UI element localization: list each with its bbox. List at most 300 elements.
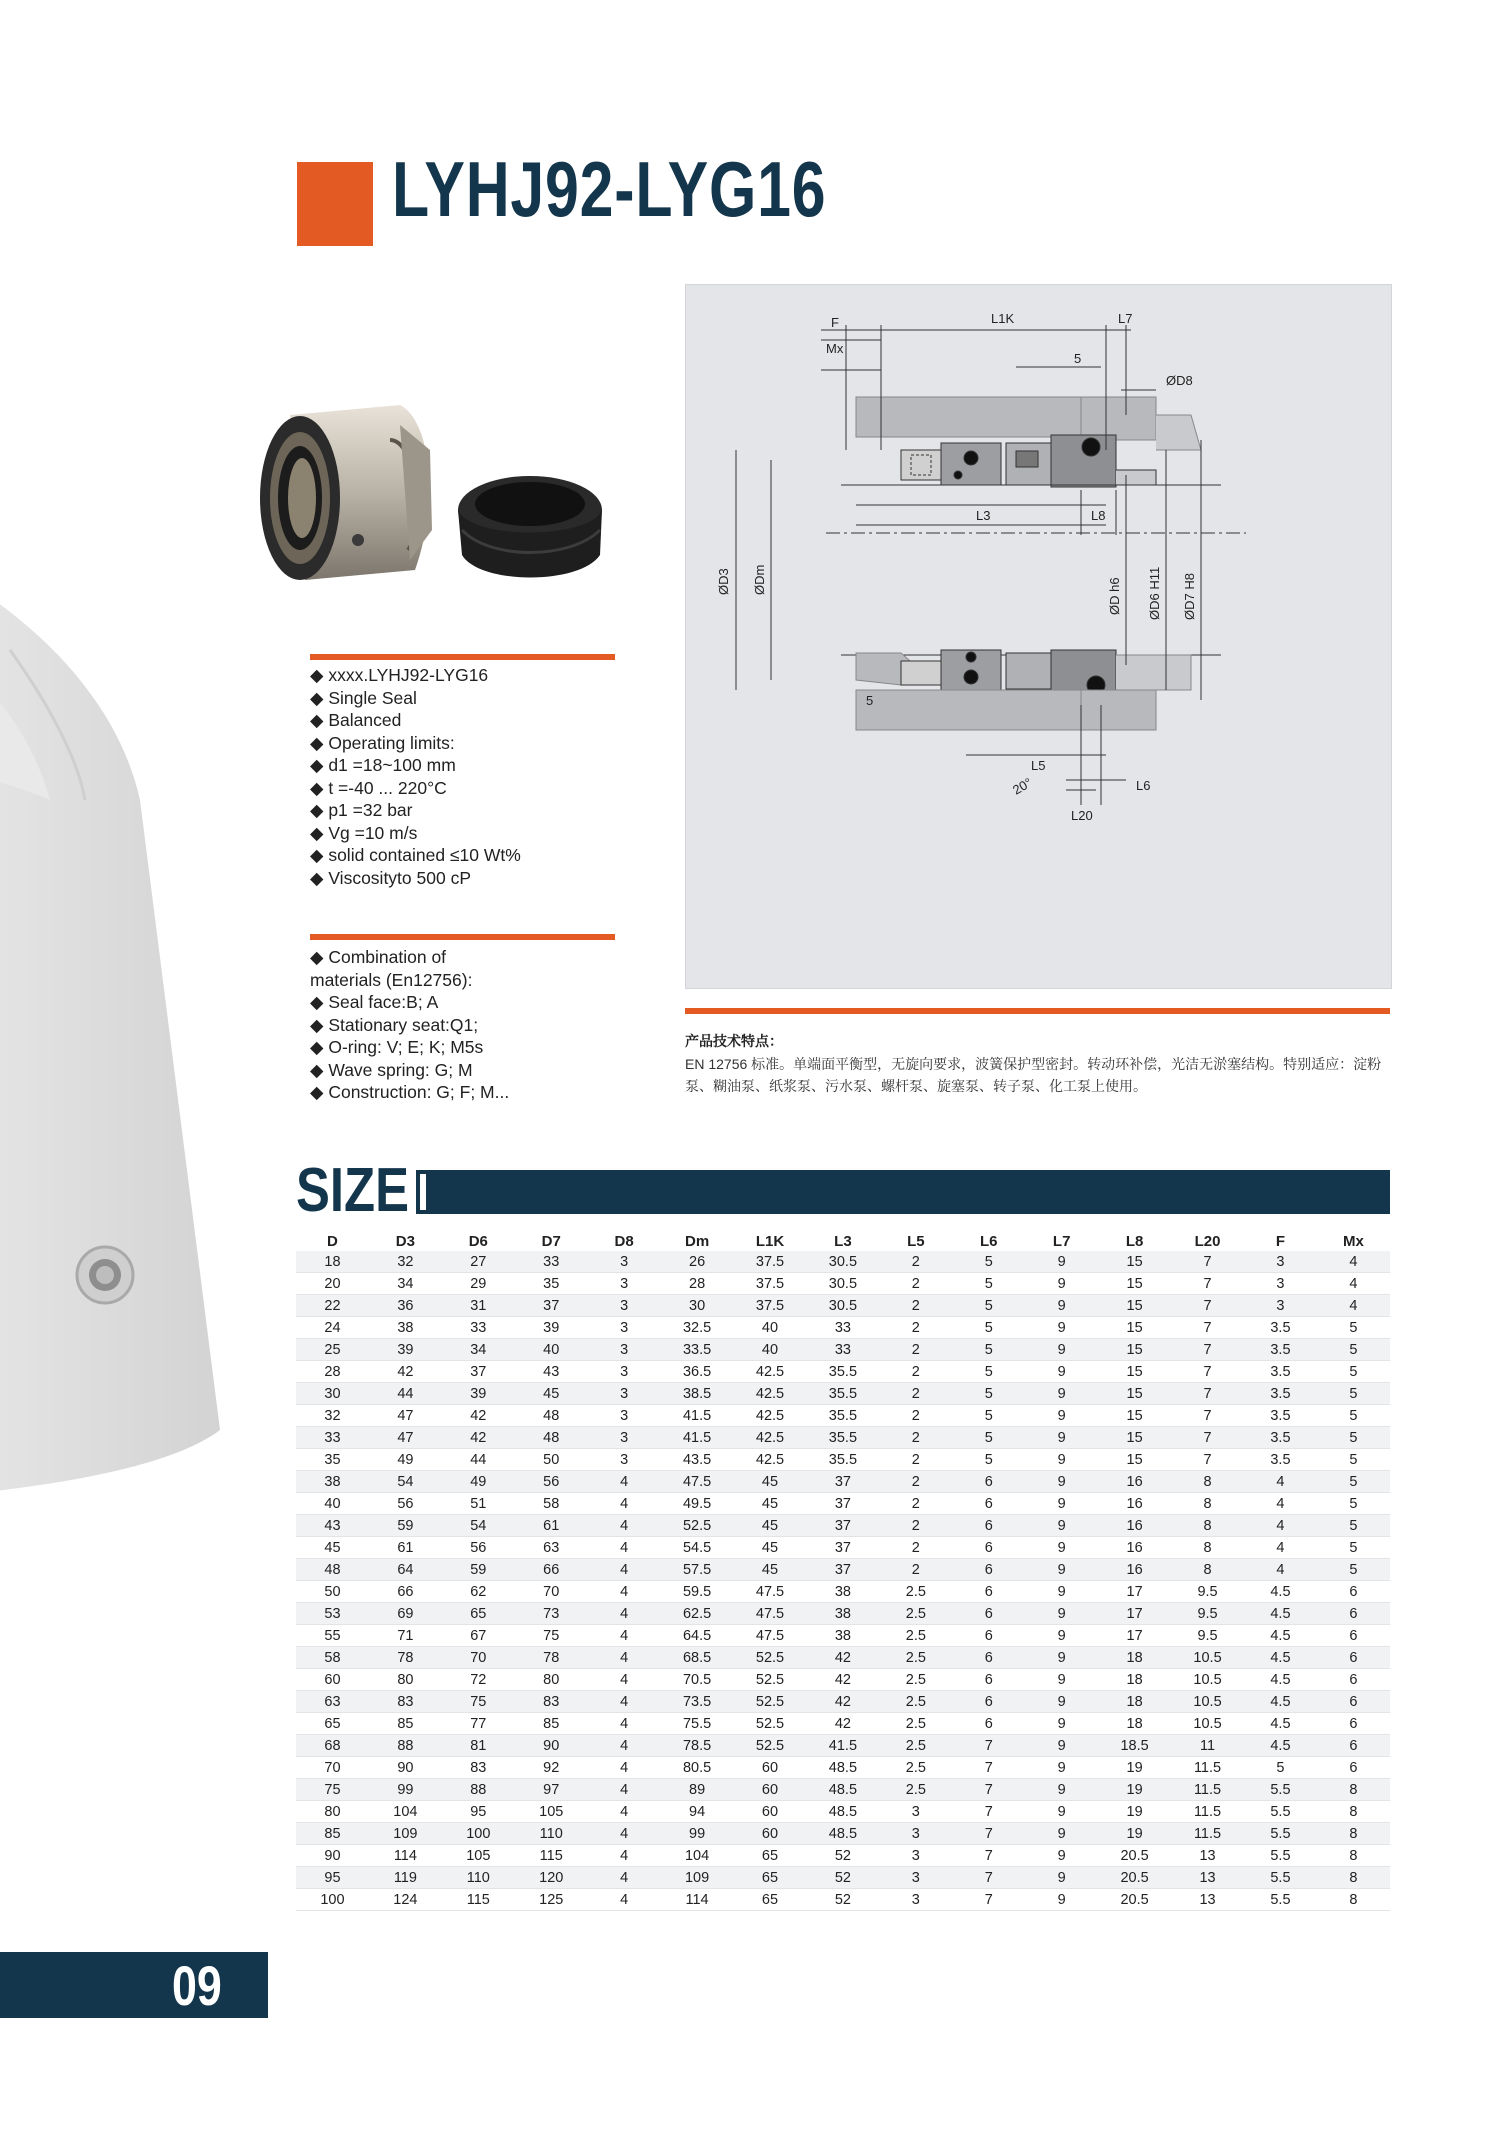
table-cell: 3: [588, 1295, 661, 1317]
table-cell: 8: [1317, 1845, 1390, 1867]
table-cell: 37: [442, 1361, 515, 1383]
table-row: [296, 1669, 1390, 1691]
table-cell: 50: [515, 1449, 588, 1471]
table-cell: 114: [661, 1889, 734, 1911]
table-cell: 16: [1098, 1559, 1171, 1581]
table-cell: 9: [1025, 1317, 1098, 1339]
table-cell: 90: [515, 1735, 588, 1757]
table-row: [296, 1779, 1390, 1801]
table-cell: 104: [369, 1801, 442, 1823]
table-cell: 42.5: [734, 1405, 807, 1427]
table-cell: 42: [369, 1361, 442, 1383]
table-cell: 9: [1025, 1691, 1098, 1713]
drawing-divider: [685, 1008, 1390, 1014]
table-cell: 5.5: [1244, 1845, 1317, 1867]
table-cell: 37.5: [734, 1251, 807, 1273]
table-cell: 35.5: [806, 1405, 879, 1427]
table-cell: 75: [296, 1779, 369, 1801]
table-cell: 25: [296, 1339, 369, 1361]
table-cell: 6: [952, 1669, 1025, 1691]
table-cell: 47.5: [734, 1603, 807, 1625]
table-cell: 4: [588, 1581, 661, 1603]
table-cell: 4: [588, 1515, 661, 1537]
table-row: [296, 1559, 1390, 1581]
table-cell: 20.5: [1098, 1845, 1171, 1867]
table-cell: 9: [1025, 1867, 1098, 1889]
table-cell: 7: [952, 1779, 1025, 1801]
table-cell: 11: [1171, 1735, 1244, 1757]
table-cell: 35.5: [806, 1361, 879, 1383]
table-cell: 110: [442, 1867, 515, 1889]
column-header: D: [296, 1232, 369, 1251]
table-cell: 60: [734, 1823, 807, 1845]
table-cell: 4: [588, 1493, 661, 1515]
table-cell: 83: [442, 1757, 515, 1779]
table-cell: 40: [734, 1317, 807, 1339]
table-cell: 33: [515, 1251, 588, 1273]
table-cell: 30.5: [806, 1295, 879, 1317]
drawing-label-L7: L7: [1118, 311, 1133, 326]
table-cell: 4: [588, 1823, 661, 1845]
table-cell: 38: [806, 1581, 879, 1603]
title-accent-block: [297, 162, 373, 246]
table-cell: 58: [296, 1647, 369, 1669]
table-cell: 17: [1098, 1581, 1171, 1603]
table-cell: 9: [1025, 1449, 1098, 1471]
table-cell: 66: [369, 1581, 442, 1603]
table-row: [296, 1427, 1390, 1449]
table-cell: 114: [369, 1845, 442, 1867]
table-cell: 60: [734, 1757, 807, 1779]
table-cell: 3: [1244, 1251, 1317, 1273]
table-cell: 88: [442, 1779, 515, 1801]
table-cell: 15: [1098, 1449, 1171, 1471]
table-cell: 6: [952, 1515, 1025, 1537]
table-cell: 4: [588, 1669, 661, 1691]
column-header: L6: [952, 1232, 1025, 1251]
table-cell: 11.5: [1171, 1779, 1244, 1801]
table-row: [296, 1317, 1390, 1339]
table-cell: 2: [879, 1537, 952, 1559]
table-cell: 6: [1317, 1625, 1390, 1647]
table-cell: 3: [879, 1867, 952, 1889]
table-cell: 9: [1025, 1713, 1098, 1735]
table-cell: 9: [1025, 1581, 1098, 1603]
table-cell: 8: [1317, 1779, 1390, 1801]
material-item: ◆ O-ring: V; E; K; M5s: [310, 1037, 484, 1057]
table-cell: 67: [442, 1625, 515, 1647]
table-cell: 4.5: [1244, 1713, 1317, 1735]
table-cell: 4: [588, 1537, 661, 1559]
table-cell: 18: [1098, 1669, 1171, 1691]
table-cell: 42: [806, 1691, 879, 1713]
table-cell: 97: [515, 1779, 588, 1801]
table-row: [296, 1735, 1390, 1757]
table-cell: 3: [588, 1251, 661, 1273]
table-cell: 33: [806, 1339, 879, 1361]
features-title: 产品技术特点：: [685, 1033, 783, 1049]
drawing-label-D6: ØD6 H11: [1147, 566, 1162, 620]
table-cell: 2.5: [879, 1757, 952, 1779]
column-header: L1K: [734, 1232, 807, 1251]
table-cell: 54.5: [661, 1537, 734, 1559]
table-cell: 81: [442, 1735, 515, 1757]
table-cell: 2: [879, 1559, 952, 1581]
table-cell: 8: [1171, 1537, 1244, 1559]
spec-item: ◆ Vg =10 m/s: [310, 822, 418, 843]
table-cell: 42.5: [734, 1383, 807, 1405]
table-cell: 47.5: [734, 1625, 807, 1647]
table-cell: 47: [369, 1405, 442, 1427]
table-cell: 30.5: [806, 1273, 879, 1295]
table-cell: 52.5: [734, 1691, 807, 1713]
table-cell: 2.5: [879, 1735, 952, 1757]
table-cell: 4: [588, 1801, 661, 1823]
table-cell: 63: [515, 1537, 588, 1559]
table-cell: 80.5: [661, 1757, 734, 1779]
table-cell: 33.5: [661, 1339, 734, 1361]
table-cell: 39: [515, 1317, 588, 1339]
table-cell: 68.5: [661, 1647, 734, 1669]
table-cell: 5.5: [1244, 1801, 1317, 1823]
materials-list: [310, 946, 630, 1104]
table-cell: 8: [1317, 1867, 1390, 1889]
table-cell: 18: [1098, 1713, 1171, 1735]
table-cell: 45: [734, 1537, 807, 1559]
table-cell: 59.5: [661, 1581, 734, 1603]
table-cell: 2: [879, 1295, 952, 1317]
column-header: Dm: [661, 1232, 734, 1251]
table-cell: 47.5: [661, 1471, 734, 1493]
table-cell: 2: [879, 1361, 952, 1383]
table-cell: 65: [734, 1845, 807, 1867]
column-header: D6: [442, 1232, 515, 1251]
table-cell: 60: [734, 1779, 807, 1801]
table-cell: 85: [515, 1713, 588, 1735]
drawing-label-D3: ØD3: [716, 568, 731, 595]
table-row: [296, 1339, 1390, 1361]
table-cell: 2: [879, 1493, 952, 1515]
size-heading-bar: [416, 1170, 1390, 1214]
table-cell: 42.5: [734, 1449, 807, 1471]
table-cell: 32: [369, 1251, 442, 1273]
table-cell: 5: [1317, 1339, 1390, 1361]
column-header: F: [1244, 1232, 1317, 1251]
table-cell: 27: [442, 1251, 515, 1273]
table-cell: 63: [296, 1691, 369, 1713]
table-row: [296, 1405, 1390, 1427]
table-cell: 2: [879, 1405, 952, 1427]
table-cell: 4: [588, 1735, 661, 1757]
table-row: [296, 1603, 1390, 1625]
table-cell: 3: [879, 1823, 952, 1845]
table-cell: 33: [806, 1317, 879, 1339]
table-cell: 3.5: [1244, 1405, 1317, 1427]
table-cell: 48.5: [806, 1801, 879, 1823]
table-cell: 45: [296, 1537, 369, 1559]
table-cell: 35.5: [806, 1427, 879, 1449]
table-row: [296, 1383, 1390, 1405]
table-cell: 36: [369, 1295, 442, 1317]
table-cell: 4: [1244, 1537, 1317, 1559]
table-cell: 45: [734, 1471, 807, 1493]
table-cell: 15: [1098, 1295, 1171, 1317]
table-cell: 38: [806, 1603, 879, 1625]
table-cell: 15: [1098, 1427, 1171, 1449]
table-cell: 73: [515, 1603, 588, 1625]
table-cell: 6: [952, 1603, 1025, 1625]
table-cell: 125: [515, 1889, 588, 1911]
table-cell: 10.5: [1171, 1647, 1244, 1669]
table-cell: 5: [952, 1339, 1025, 1361]
drawing-label-5-top: 5: [1074, 351, 1082, 366]
table-cell: 5: [952, 1317, 1025, 1339]
table-cell: 19: [1098, 1757, 1171, 1779]
table-cell: 72: [442, 1669, 515, 1691]
spec-item: ◆ Viscosityto 500 cP: [310, 867, 471, 888]
table-cell: 45: [734, 1515, 807, 1537]
table-cell: 7: [1171, 1317, 1244, 1339]
table-cell: 9: [1025, 1515, 1098, 1537]
table-cell: 99: [369, 1779, 442, 1801]
technical-drawing: [685, 284, 1392, 989]
table-cell: 3.5: [1244, 1383, 1317, 1405]
table-cell: 20.5: [1098, 1867, 1171, 1889]
table-row: [296, 1471, 1390, 1493]
table-cell: 3: [588, 1383, 661, 1405]
features-text: EN 12756 标准。单端面平衡型，无旋向要求，波簧保护型密封。转动环补偿，光洁无淤塞结构。特别适应：淀粉泵、糊油泵、纸浆泵、污水泵、螺杆泵、旋塞泵、转子泵、化工泵上使用。: [685, 1056, 1382, 1094]
table-cell: 9: [1025, 1889, 1098, 1911]
table-cell: 9.5: [1171, 1625, 1244, 1647]
table-cell: 19: [1098, 1779, 1171, 1801]
table-cell: 89: [661, 1779, 734, 1801]
product-photo: [240, 380, 610, 610]
table-cell: 51: [442, 1493, 515, 1515]
table-cell: 28: [296, 1361, 369, 1383]
table-cell: 17: [1098, 1625, 1171, 1647]
table-cell: 7: [1171, 1405, 1244, 1427]
table-cell: 20: [296, 1273, 369, 1295]
drawing-label-L3: L3: [976, 508, 991, 523]
table-cell: 2.5: [879, 1669, 952, 1691]
table-cell: 30: [661, 1295, 734, 1317]
table-cell: 56: [369, 1493, 442, 1515]
table-cell: 4.5: [1244, 1647, 1317, 1669]
table-cell: 5: [1317, 1317, 1390, 1339]
table-cell: 100: [442, 1823, 515, 1845]
table-cell: 77: [442, 1713, 515, 1735]
column-header: L5: [879, 1232, 952, 1251]
material-item: ◆ Construction: G; F; M...: [310, 1082, 510, 1102]
table-cell: 6: [952, 1559, 1025, 1581]
table-cell: 6: [952, 1537, 1025, 1559]
table-cell: 16: [1098, 1515, 1171, 1537]
table-cell: 9: [1025, 1603, 1098, 1625]
table-cell: 8: [1171, 1471, 1244, 1493]
table-cell: 54: [369, 1471, 442, 1493]
table-cell: 69: [369, 1603, 442, 1625]
table-cell: 9: [1025, 1471, 1098, 1493]
table-cell: 4: [1317, 1251, 1390, 1273]
table-cell: 3: [588, 1427, 661, 1449]
table-cell: 48: [296, 1559, 369, 1581]
table-cell: 3: [588, 1361, 661, 1383]
table-cell: 24: [296, 1317, 369, 1339]
table-cell: 9: [1025, 1669, 1098, 1691]
background-product-illustration: [0, 470, 320, 1510]
table-cell: 5: [952, 1361, 1025, 1383]
table-cell: 52: [806, 1845, 879, 1867]
table-cell: 35.5: [806, 1449, 879, 1471]
table-cell: 4.5: [1244, 1691, 1317, 1713]
drawing-label-L8: L8: [1091, 508, 1106, 523]
table-cell: 7: [1171, 1273, 1244, 1295]
table-cell: 94: [661, 1801, 734, 1823]
size-table: [296, 1232, 1390, 1911]
table-row: [296, 1713, 1390, 1735]
table-cell: 80: [515, 1669, 588, 1691]
table-cell: 2: [879, 1339, 952, 1361]
table-cell: 38.5: [661, 1383, 734, 1405]
table-cell: 8: [1317, 1823, 1390, 1845]
table-cell: 7: [1171, 1339, 1244, 1361]
table-row: [296, 1757, 1390, 1779]
table-cell: 3: [879, 1801, 952, 1823]
table-cell: 4.5: [1244, 1603, 1317, 1625]
table-cell: 42.5: [734, 1427, 807, 1449]
table-cell: 52: [806, 1889, 879, 1911]
table-cell: 7: [1171, 1449, 1244, 1471]
table-cell: 4: [1244, 1493, 1317, 1515]
table-cell: 33: [296, 1427, 369, 1449]
table-cell: 6: [952, 1493, 1025, 1515]
table-cell: 9: [1025, 1735, 1098, 1757]
table-cell: 41.5: [806, 1735, 879, 1757]
table-cell: 3.5: [1244, 1339, 1317, 1361]
table-cell: 37.5: [734, 1273, 807, 1295]
table-cell: 92: [515, 1757, 588, 1779]
spec-item: ◆ d1 =18~100 mm: [310, 755, 456, 775]
table-cell: 70: [296, 1757, 369, 1779]
table-cell: 8: [1171, 1493, 1244, 1515]
material-item: ◆ Wave spring: G; M: [310, 1059, 473, 1080]
table-row: [296, 1889, 1390, 1911]
table-cell: 28: [661, 1273, 734, 1295]
table-cell: 52.5: [734, 1647, 807, 1669]
table-cell: 47: [369, 1427, 442, 1449]
table-cell: 8: [1171, 1515, 1244, 1537]
table-cell: 7: [1171, 1383, 1244, 1405]
table-row: [296, 1273, 1390, 1295]
table-cell: 9: [1025, 1801, 1098, 1823]
table-cell: 7: [952, 1845, 1025, 1867]
table-cell: 53: [296, 1603, 369, 1625]
table-cell: 42: [806, 1647, 879, 1669]
table-cell: 18: [1098, 1647, 1171, 1669]
table-cell: 9: [1025, 1427, 1098, 1449]
table-cell: 5: [1317, 1515, 1390, 1537]
table-cell: 38: [296, 1471, 369, 1493]
table-cell: 62: [442, 1581, 515, 1603]
table-cell: 37: [806, 1537, 879, 1559]
spec-item: ◆ Single Seal: [310, 687, 417, 708]
table-cell: 4: [1244, 1559, 1317, 1581]
table-row: [296, 1691, 1390, 1713]
table-cell: 5: [1317, 1405, 1390, 1427]
table-cell: 75.5: [661, 1713, 734, 1735]
table-cell: 9.5: [1171, 1603, 1244, 1625]
column-header: L7: [1025, 1232, 1098, 1251]
table-cell: 37: [806, 1515, 879, 1537]
table-cell: 73.5: [661, 1691, 734, 1713]
drawing-label-L5: L5: [1031, 758, 1046, 773]
table-cell: 4: [1317, 1295, 1390, 1317]
table-cell: 2.5: [879, 1713, 952, 1735]
table-cell: 16: [1098, 1471, 1171, 1493]
specs-divider: [310, 654, 615, 660]
table-cell: 85: [296, 1823, 369, 1845]
table-cell: 4: [588, 1647, 661, 1669]
table-row: [296, 1823, 1390, 1845]
table-cell: 41.5: [661, 1405, 734, 1427]
table-cell: 10.5: [1171, 1669, 1244, 1691]
column-header: Mx: [1317, 1232, 1390, 1251]
table-cell: 37: [515, 1295, 588, 1317]
table-cell: 9: [1025, 1361, 1098, 1383]
table-cell: 80: [296, 1801, 369, 1823]
table-cell: 2: [879, 1471, 952, 1493]
table-cell: 37: [806, 1493, 879, 1515]
table-cell: 9: [1025, 1251, 1098, 1273]
spec-item: ◆ p1 =32 bar: [310, 800, 413, 820]
table-cell: 75: [515, 1625, 588, 1647]
table-cell: 90: [369, 1757, 442, 1779]
table-cell: 2: [879, 1449, 952, 1471]
table-cell: 5.5: [1244, 1889, 1317, 1911]
table-cell: 3: [1244, 1295, 1317, 1317]
table-cell: 70: [442, 1647, 515, 1669]
table-cell: 13: [1171, 1867, 1244, 1889]
page-number-bar: [0, 1952, 268, 2018]
table-cell: 30: [296, 1383, 369, 1405]
table-row: [296, 1449, 1390, 1471]
table-cell: 16: [1098, 1537, 1171, 1559]
column-header: L20: [1171, 1232, 1244, 1251]
table-cell: 64: [369, 1559, 442, 1581]
table-cell: 9: [1025, 1273, 1098, 1295]
table-cell: 5: [1317, 1361, 1390, 1383]
table-row: [296, 1801, 1390, 1823]
table-cell: 95: [442, 1801, 515, 1823]
table-cell: 9: [1025, 1823, 1098, 1845]
table-cell: 10.5: [1171, 1691, 1244, 1713]
table-cell: 7: [1171, 1427, 1244, 1449]
table-cell: 8: [1171, 1559, 1244, 1581]
table-cell: 40: [296, 1493, 369, 1515]
drawing-label-D8: ØD8: [1166, 373, 1193, 388]
table-cell: 42: [442, 1427, 515, 1449]
table-cell: 19: [1098, 1801, 1171, 1823]
table-row: [296, 1625, 1390, 1647]
table-cell: 83: [515, 1691, 588, 1713]
spec-item: ◆ t =-40 ... 220°C: [310, 777, 447, 798]
table-row: [296, 1515, 1390, 1537]
table-cell: 52.5: [734, 1669, 807, 1691]
table-cell: 15: [1098, 1361, 1171, 1383]
table-cell: 109: [661, 1867, 734, 1889]
table-cell: 43: [296, 1515, 369, 1537]
table-cell: 3.5: [1244, 1449, 1317, 1471]
